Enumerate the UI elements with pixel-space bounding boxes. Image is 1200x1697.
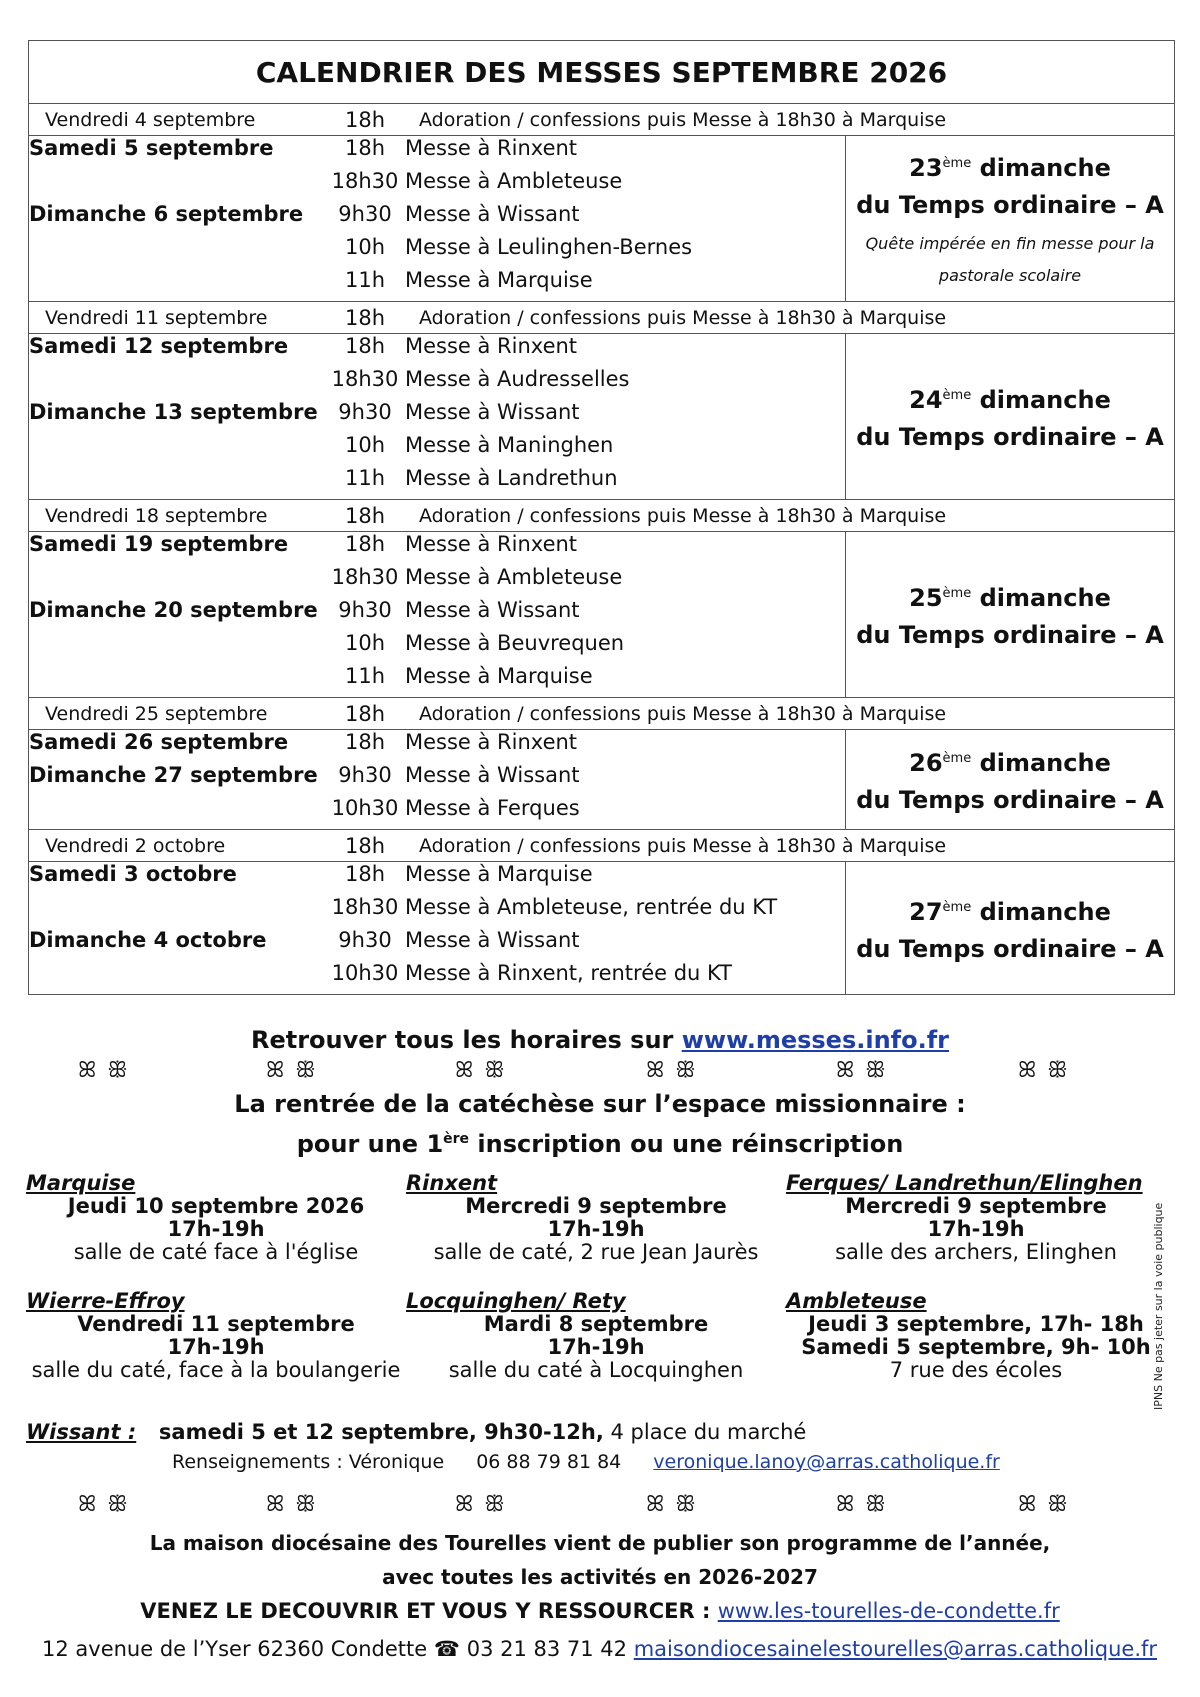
mass-time: 9h30 <box>338 928 392 952</box>
page-title: CALENDRIER DES MESSES SEPTEMBRE 2026 <box>29 41 1175 104</box>
friday-row <box>29 104 1175 136</box>
sunday-title: 26ème dimanche <box>909 749 1111 777</box>
mass-day: Dimanche 27 septembre <box>29 763 318 787</box>
tourelles-phone: 03 21 83 71 42 <box>460 1637 634 1661</box>
sunday-note <box>846 862 1175 995</box>
place-hours: Samedi 5 septembre, 9h- 10h <box>801 1335 1151 1359</box>
sunday-subtitle: du Temps ordinaire – A <box>856 191 1164 219</box>
sunday-title: 27ème dimanche <box>909 897 1111 926</box>
contact-label: Renseignements : Véronique <box>172 1451 445 1473</box>
sunday-note <box>846 334 1175 500</box>
mass-time: 18h <box>344 862 386 886</box>
mass-row <box>29 565 845 598</box>
mass-day <box>29 631 325 664</box>
week-block <box>29 532 1175 698</box>
mass-desc: Messe à Marquise <box>405 268 593 292</box>
friday-time: 18h <box>325 500 405 532</box>
wissant-line <box>26 1420 806 1444</box>
catechese-place <box>406 1290 786 1382</box>
mass-desc: Messe à Wissant <box>405 928 580 952</box>
mass-day: Dimanche 4 octobre <box>29 928 267 952</box>
place-date: Jeudi 10 septembre 2026 <box>67 1194 365 1218</box>
friday-day: Vendredi 25 septembre <box>29 698 326 730</box>
wissant-dates: samedi 5 et 12 septembre, 9h30-12h, <box>158 1420 604 1444</box>
mass-day <box>29 367 325 400</box>
mass-day: Dimanche 13 septembre <box>29 400 318 424</box>
ipns-side-note: IPNS Ne pas jeter sur la voie publique <box>1152 1202 1165 1410</box>
mass-row <box>29 862 845 895</box>
place-name: Ferques/ Landrethun/Elinghen <box>786 1171 1143 1195</box>
sunday-note <box>846 532 1175 698</box>
place-hours: 17h-19h <box>167 1217 265 1241</box>
horaires-line <box>0 1026 1200 1054</box>
tourelles-line-2: avec toutes les activités en 2026-2027 <box>382 1565 818 1589</box>
ornament-icon: ꕤ ꕥ <box>266 1058 318 1083</box>
mass-row <box>29 235 845 268</box>
ornament-icon: ꕤ ꕥ <box>1018 1058 1070 1083</box>
mass-day <box>29 466 325 499</box>
mass-time: 11h <box>344 664 386 688</box>
mass-time: 18h30 <box>331 895 399 919</box>
mass-desc: Messe à Rinxent <box>405 136 578 160</box>
wissant-name: Wissant : <box>26 1420 137 1444</box>
mass-list <box>29 136 845 301</box>
sunday-title: 24ème dimanche <box>909 386 1111 414</box>
contact-line <box>172 1451 1000 1473</box>
week-block <box>29 862 1175 995</box>
friday-day: Vendredi 2 octobre <box>29 830 326 862</box>
place-room: salle du caté, face à la boulangerie <box>31 1358 401 1382</box>
week-block <box>29 334 1175 500</box>
mass-time: 18h30 <box>331 169 399 193</box>
friday-desc: Adoration / confessions puis Messe à 18h30 à Marquise <box>405 500 1175 532</box>
ornament-icon: ꕤ ꕥ <box>836 1492 888 1517</box>
ornament-icon: ꕤ ꕥ <box>646 1058 698 1083</box>
mass-day <box>29 961 325 994</box>
mass-time: 9h30 <box>338 400 392 424</box>
contact-email-link[interactable]: veronique.lanoy@arras.catholique.fr <box>653 1451 1000 1473</box>
catechese-title: La rentrée de la catéchèse sur l’espace missionnaire : <box>234 1090 966 1118</box>
mass-day <box>29 664 325 697</box>
mass-time: 10h <box>344 433 386 457</box>
mass-day: Samedi 5 septembre <box>29 136 274 160</box>
mass-row <box>29 433 845 466</box>
mass-time: 9h30 <box>338 202 392 226</box>
mass-day <box>29 895 325 928</box>
mass-day <box>29 268 325 301</box>
mass-desc: Messe à Ambleteuse, rentrée du KT <box>405 895 778 919</box>
ornament-icon: ꕤ ꕥ <box>266 1492 318 1517</box>
mass-desc: Messe à Rinxent <box>405 532 578 556</box>
friday-day: Vendredi 18 septembre <box>29 500 326 532</box>
place-name: Locquinghen/ Rety <box>406 1289 626 1313</box>
sunday-subtitle: du Temps ordinaire – A <box>856 786 1164 814</box>
quete-note: Quête impérée en fin messe pour la pastorale scolaire <box>865 234 1155 285</box>
mass-day: Samedi 3 octobre <box>29 862 237 886</box>
contact-phone: 06 88 79 81 84 <box>476 1451 622 1473</box>
mass-day: Dimanche 6 septembre <box>29 202 304 226</box>
mass-desc: Messe à Rinxent <box>405 730 578 754</box>
ornament-icon: ꕤ ꕥ <box>1018 1492 1070 1517</box>
friday-row <box>29 302 1175 334</box>
ornament-icon: ꕤ ꕥ <box>78 1058 130 1083</box>
place-hours: 17h-19h <box>547 1217 645 1241</box>
mass-row <box>29 730 845 763</box>
tourelles-website-link[interactable]: www.les-tourelles-de-condette.fr <box>717 1599 1060 1623</box>
sunday-subtitle: du Temps ordinaire – A <box>856 934 1164 963</box>
tourelles-line-3: VENEZ LE DECOUVRIR ET VOUS Y RESSOURCER : www.les-tourelles-de-condette.fr <box>140 1599 1060 1623</box>
mass-day <box>29 169 325 202</box>
mass-day: Samedi 19 septembre <box>29 532 289 556</box>
sunday-title: 23ème dimanche <box>909 154 1111 182</box>
week-block <box>29 136 1175 302</box>
mass-row <box>29 334 845 367</box>
mass-day <box>29 796 325 829</box>
mass-desc: Messe à Audresselles <box>405 367 630 391</box>
place-date: Mercredi 9 septembre <box>845 1194 1107 1218</box>
mass-time: 18h <box>344 136 386 160</box>
mass-desc: Messe à Rinxent, rentrée du KT <box>405 961 732 985</box>
mass-row <box>29 532 845 565</box>
friday-desc: Adoration / confessions puis Messe à 18h30 à Marquise <box>405 302 1175 334</box>
friday-day: Vendredi 11 septembre <box>29 302 326 334</box>
mass-time: 10h <box>344 631 386 655</box>
friday-row <box>29 830 1175 862</box>
mass-row <box>29 961 845 994</box>
place-hours: 17h-19h <box>167 1335 265 1359</box>
mass-row <box>29 928 845 961</box>
mass-row <box>29 169 845 202</box>
place-room: salle des archers, Elinghen <box>835 1240 1117 1264</box>
place-date: Vendredi 11 septembre <box>77 1312 355 1336</box>
mass-desc: Messe à Rinxent <box>405 334 578 358</box>
mass-row <box>29 268 845 301</box>
place-date: Jeudi 3 septembre, 17h- 18h <box>808 1312 1144 1336</box>
mass-row <box>29 598 845 631</box>
mass-desc: Messe à Wissant <box>405 202 580 226</box>
wissant-place: 4 place du marché <box>603 1420 807 1444</box>
friday-time: 18h <box>325 302 405 334</box>
mass-time: 10h <box>344 235 386 259</box>
place-name: Wierre-Effroy <box>26 1289 185 1313</box>
mass-desc: Messe à Marquise <box>405 664 593 688</box>
ornament-icon: ꕤ ꕥ <box>455 1492 507 1517</box>
catechese-place <box>26 1290 406 1382</box>
mass-time: 18h <box>344 532 386 556</box>
mass-day: Samedi 26 septembre <box>29 730 289 754</box>
mass-time: 9h30 <box>338 598 392 622</box>
mass-desc: Messe à Wissant <box>405 763 580 787</box>
catechese-place <box>406 1172 786 1264</box>
friday-desc: Adoration / confessions puis Messe à 18h30 à Marquise <box>405 104 1175 136</box>
friday-row <box>29 698 1175 730</box>
mass-time: 9h30 <box>338 763 392 787</box>
tourelles-line-1: La maison diocésaine des Tourelles vient de publier son programme de l’année, <box>149 1531 1051 1555</box>
mass-desc: Messe à Ambleteuse <box>405 565 623 589</box>
catechese-place <box>786 1290 1166 1382</box>
tourelles-address: 12 avenue de l’Yser 62360 Condette <box>42 1637 434 1661</box>
sunday-subtitle: du Temps ordinaire – A <box>856 423 1164 451</box>
mass-list <box>29 862 845 994</box>
week-block <box>29 730 1175 830</box>
place-name: Rinxent <box>406 1171 498 1195</box>
mass-row <box>29 763 845 796</box>
mass-time: 11h <box>344 268 386 292</box>
sunday-subtitle: du Temps ordinaire – A <box>856 621 1164 649</box>
ornament-icon: ꕤ ꕥ <box>646 1492 698 1517</box>
mass-day <box>29 433 325 466</box>
mass-day: Dimanche 20 septembre <box>29 598 318 622</box>
friday-desc: Adoration / confessions puis Messe à 18h30 à Marquise <box>405 830 1175 862</box>
mass-desc: Messe à Maninghen <box>405 433 614 457</box>
sunday-note <box>846 730 1175 830</box>
mass-time: 18h <box>344 334 386 358</box>
mass-desc: Messe à Landrethun <box>405 466 618 490</box>
mass-row <box>29 796 845 829</box>
mass-time: 11h <box>344 466 386 490</box>
mass-row <box>29 631 845 664</box>
mass-desc: Messe à Ferques <box>405 796 580 820</box>
place-room: 7 rue des écoles <box>889 1358 1063 1382</box>
mass-desc: Messe à Marquise <box>405 862 593 886</box>
ornament-icon: ꕤ ꕥ <box>836 1058 888 1083</box>
mass-time: 10h30 <box>331 796 399 820</box>
ornament-icon: ꕤ ꕥ <box>455 1058 507 1083</box>
mass-desc: Messe à Leulinghen-Bernes <box>405 235 693 259</box>
messes-info-link[interactable]: www.messes.info.fr <box>681 1026 949 1054</box>
sunday-note <box>846 136 1175 302</box>
friday-desc: Adoration / confessions puis Messe à 18h30 à Marquise <box>405 698 1175 730</box>
mass-day: Samedi 12 septembre <box>29 334 289 358</box>
mass-time: 18h30 <box>331 565 399 589</box>
mass-row <box>29 895 845 928</box>
mass-desc: Messe à Wissant <box>405 400 580 424</box>
sunday-title: 25ème dimanche <box>909 584 1111 612</box>
place-name: Marquise <box>26 1171 136 1195</box>
mass-list <box>29 334 845 499</box>
mass-row <box>29 664 845 697</box>
catechese-place <box>26 1172 406 1264</box>
tourelles-address-line <box>42 1637 1157 1661</box>
place-name: Ambleteuse <box>786 1289 927 1313</box>
mass-row <box>29 466 845 499</box>
mass-desc: Messe à Wissant <box>405 598 580 622</box>
mass-desc: Messe à Beuvrequen <box>405 631 625 655</box>
phone-icon: ☎ <box>433 1637 461 1661</box>
friday-time: 18h <box>325 104 405 136</box>
mass-desc: Messe à Ambleteuse <box>405 169 623 193</box>
place-hours: 17h-19h <box>927 1217 1025 1241</box>
place-date: Mardi 8 septembre <box>483 1312 709 1336</box>
friday-time: 18h <box>325 698 405 730</box>
friday-row <box>29 500 1175 532</box>
mass-row <box>29 367 845 400</box>
ornament-icon: ꕤ ꕥ <box>78 1492 130 1517</box>
mass-day <box>29 235 325 268</box>
mass-time: 10h30 <box>331 961 399 985</box>
catechese-place <box>786 1172 1166 1264</box>
catechese-subtitle: pour une 1ère inscription ou une réinscription <box>296 1130 904 1158</box>
friday-time: 18h <box>325 830 405 862</box>
friday-day: Vendredi 4 septembre <box>29 104 326 136</box>
place-room: salle du caté à Locquinghen <box>448 1358 744 1382</box>
mass-row <box>29 202 845 235</box>
mass-time: 18h <box>344 730 386 754</box>
mass-row <box>29 136 845 169</box>
place-hours: 17h-19h <box>547 1335 645 1359</box>
place-room: salle de caté, 2 rue Jean Jaurès <box>433 1240 759 1264</box>
mass-time: 18h30 <box>331 367 399 391</box>
place-room: salle de caté face à l'église <box>73 1240 359 1264</box>
mass-day <box>29 565 325 598</box>
tourelles-email-link[interactable]: maisondiocesainelestourelles@arras.catholique.fr <box>633 1637 1158 1661</box>
mass-list <box>29 730 845 829</box>
mass-list <box>29 532 845 697</box>
place-date: Mercredi 9 septembre <box>465 1194 727 1218</box>
mass-calendar-table <box>28 40 1175 995</box>
mass-row <box>29 400 845 433</box>
horaires-text: Retrouver tous les horaires sur <box>250 1026 682 1054</box>
